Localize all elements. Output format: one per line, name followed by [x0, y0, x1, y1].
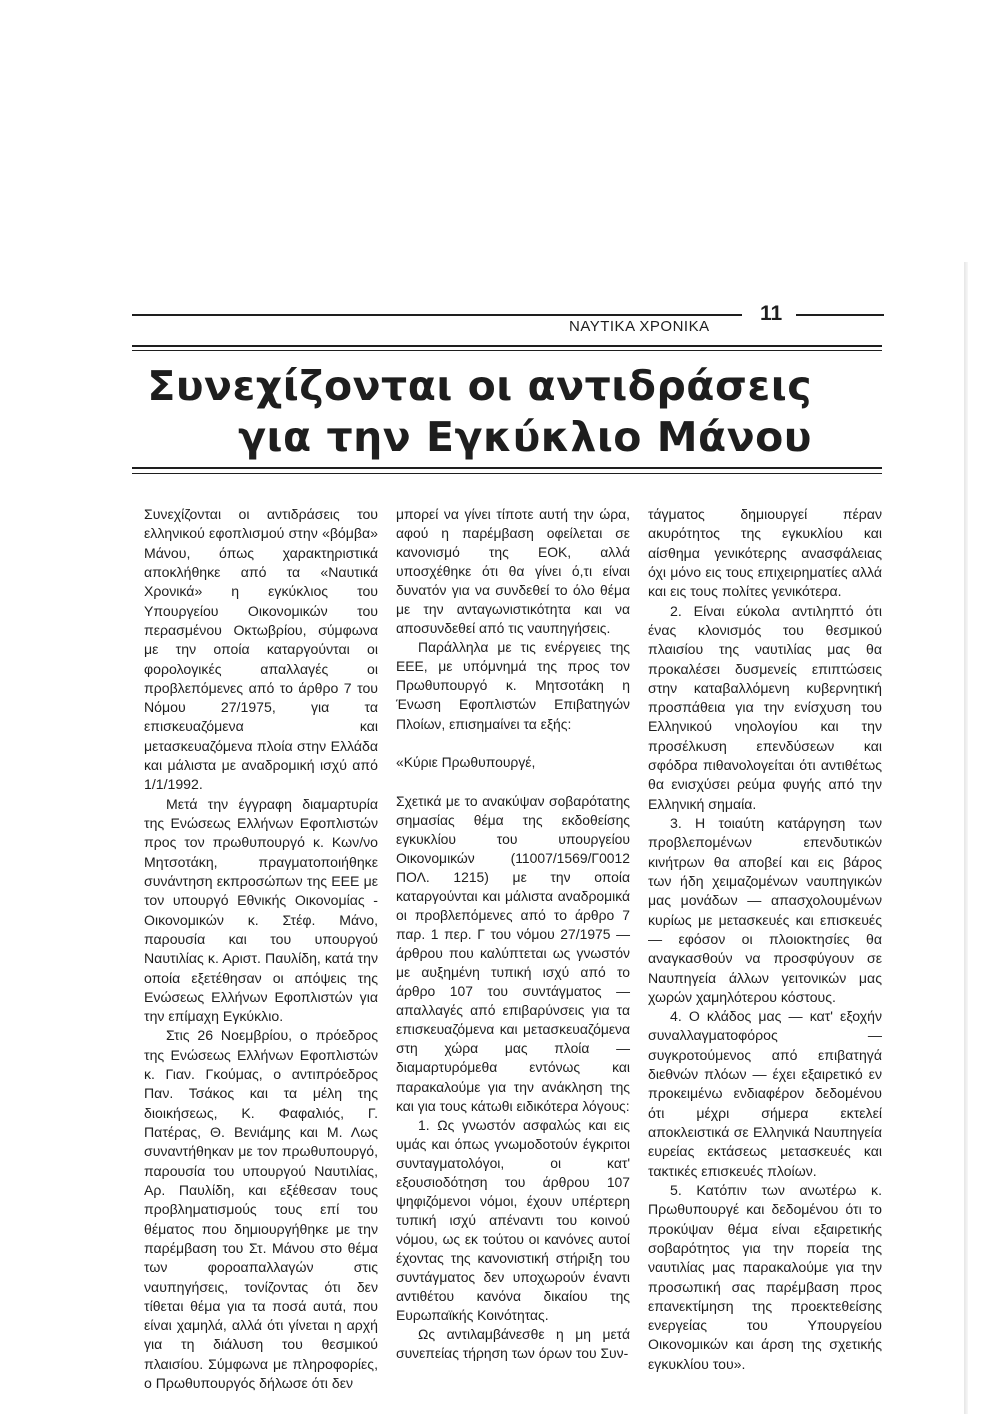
header-rule-left [132, 314, 742, 316]
paragraph: 4. Ο κλάδος μας — κατ' εξοχήν συναλλαγματοφόρος — συγκροτούμενος από επιβατηγά διεθνών πλόων — έχει εξαιρετικό εν προκειμένω ενδιαφέρον δεδομένου ότι μέχρι σήμερα εκτελεί αποκλειστικά σε Ελληνικά Ναυπηγεία ευρείας εκτάσεως μετασκευές και τακτικές επισκευές πλοίων. [648, 1008, 882, 1179]
paragraph: 5. Κατόπιν των ανωτέρω κ. Πρωθυπουργέ και δεδομένου ότι το προκύψαν θέμα είναι εξαιρετικής σοβαρότητος για την πορεία της ναυτιλίας μας παρακαλούμε για την προσωπική σας παρέμβαση προς επανεκτίμηση της προεκτεθείσης ενεργείας του Υπουργείου Οικονομικών και άρση της σχετικής εγκυκλίου του». [648, 1181, 882, 1372]
paragraph: 1. Ως γνωστόν ασφαλώς και εις υμάς και όπως γνωμοδοτούν έγκριτοι συνταγματολόγοι, οι κατ' εξουσιοδότηση του άρθρου 107 ψηφιζόμενοι νόμοι, έχουν υπέρτερη τυπική ισχύ απέναντι του κοινού νόμου, ως εκ τούτου οι κανόνες αυτοί έχοντας της κανονιστική στήριξη του συντάγματος δεν υποχωρούν έναντι αντιθέτου κανόνα δικαίου της Ευρωπαϊκής Κοινότητας. [396, 1116, 630, 1324]
paragraph: τάγματος δημιουργεί πέραν ακυρότητος της εγκυκλίου και αίσθημα γενικότερης ανασφάλειας όχι μόνο εις τους επιχειρηματίες αλλά και εις τους πολίτες γενικότερα. [648, 506, 882, 600]
title-top-rule-2 [132, 350, 882, 351]
paragraph: 3. Η τοιαύτη κατάργηση των προβλεπομένων επενδυτικών κινήτρων θα αποβεί και εις βάρος των ήδη χειμαζομένων ναυπηγικών μας μονάδων — απασχολουμένων κυρίως με μετασκευές και επισκευές — εφόσον οι πλοιοκτησίες θα αναγκασθούν να προσφύγουν σε Ναυπηγεία άλλων γειτονικών μας χωρών χαμηλότερου κόστους. [648, 815, 882, 1005]
paragraph: μπορεί να γίνει τίποτε αυτή την ώρα, αφού η παρέμβαση οφείλεται σε κανονισμό της ΕΟΚ, αλλά υποσχέθηκε ότι θα γίνει ό,τι είναι δυνατόν για να συνδεθεί το όλο θέμα με την ανταγωνιστικότητα και να αποσυνδεθεί από τις ναυπηγήσεις. [396, 506, 630, 637]
paragraph: Ως αντιλαμβάνεσθε η μη μετά συνεπείας τήρηση των όρων του Συν- [396, 1326, 630, 1362]
paragraph: Μετά την έγγραφη διαμαρτυρία της Ενώσεως Ελλήνων Εφοπλιστών προς τον πρωθυπουργό κ. Κων/νο Μητσοτάκη, πραγματοποιήθηκε συνάντηση εκπροσώπων της ΕΕΕ με τον υπουργό Εθνικής Οικονομίας - Οικονομικών κ. Στέφ. Μάνο, παρουσία και του υπουργού Ναυτιλίας κ. Αριστ. Παυλίδη, κατά την οποία εξετέθησαν οι απόψεις της Ενώσεως Ελλήνων Εφοπλιστών για την επίμαχη Εγκύκλιο. [144, 795, 378, 1025]
article-column-2 [396, 505, 630, 1363]
article-title-line1: Συνεχίζονται οι αντιδράσεις [147, 362, 812, 410]
title-bottom-rule-2 [132, 473, 882, 474]
paragraph: Σχετικά με το ανακύψαν σοβαρότατης σημασίας θέμα της εκδοθείσης εγκυκλίου του υπουργείου Οικονομικών (11007/1569/Γ0012 ΠΟΛ. 1215) με την οποία καταργούνται και μάλιστα αναδρομικά οι προβλεπόμενες από το άρθρο 7 παρ. 1 περ. Γ του νόμου 27/1975 — άρθρου που καλύπτεται ως γνωστόν με αυξημένη τυπική ισχύ από το άρθρο 107 του συντάγματος — απαλλαγές από επιβαρύνσεις για τα επισκευαζόμενα και μετασκευαζόμενα στη χώρα μας πλοία — διαμαρτυρόμεθα εντόνως και παρακαλούμε για την ανάκληση της και για τους κάτωθι ειδικότερα λόγους: [396, 792, 630, 1114]
paragraph: 2. Είναι εύκολα αντιληπτό ότι ένας κλονισμός του θεσμικού πλαισίου της ναυτιλίας μας θα προκαλέσει δυσμενείς επιπτώσεις στην καταβαλλόμενη κυβερνητική προσπάθεια για την ενίσχυση του Ελληνικού νηολογίου και την προσέλκυση επενδύσεων και σφόδρα πιθανολογείται ότι αντιθέτως θα ενισχύσει ρεύμα φυγής από την Ελληνική σημαία. [648, 602, 882, 812]
page-edge [964, 262, 968, 1414]
page-number: 11 [760, 302, 783, 325]
publication-name: ΝΑΥΤΙΚΑ ΧΡΟΝΙΚΑ [569, 318, 710, 335]
paragraph: Παράλληλα με τις ενέργειες της ΕΕΕ, με υπόμνημά της προς τον Πρωθυπουργό κ. Μητσοτάκη η Ένωση Εφοπλιστών Επιβατηγών Πλοίων, επισημαίνει τα εξής: [396, 639, 630, 732]
title-top-rule [132, 345, 882, 347]
paragraph: Συνεχίζονται οι αντιδράσεις του ελληνικού εφοπλισμού στην «βόμβα» Μάνου, όπως χαρακτηριστικά αποκλήθηκε από τα «Ναυτικά Χρονικά» η εγκύκλιος του Υπουργείου Οικονομικών του περασμένου Οκτωβρίου, σύμφωνα με την οποία καταργούνται οι φορολογικές απαλλαγές οι προβλεπόμενες από το άρθρο 7 του Νόμου 27/1975, για τα επισκευαζόμενα και μετασκευαζόμενα πλοία στην Ελλάδα και μάλιστα με αναδρομική ισχύ από 1/1/1992. [144, 506, 378, 793]
article-column-3 [648, 505, 882, 1374]
article-column-1 [144, 505, 378, 1393]
header-rule-right [796, 314, 884, 316]
paragraph: Στις 26 Νοεμβρίου, ο πρόεδρος της Ενώσεως Ελλήνων Εφοπλιστών κ. Γιαν. Γκούμας, ο αντιπρόεδρος Παν. Τσάκος και τα μέλη της διοικήσεως, Κ. Φαφαλιός, Γ. Πατέρας, Θ. Βενιάμης και Μ. Λως συναντήθηκαν με τον πρωθυπουργό, παρουσία του υπουργού Ναυτιλίας, Αρ. Παυλίδη, και εξέθεσαν τους προβληματισμούς τους επί του θέματος που δημιουργήθηκε με την παρέμβαση του Στ. Μάνου στο θέμα των φοροαπαλλαγών στις ναυπηγήσεις, τονίζοντας ότι δεν τίθεται θέμα για τα ποσά αυτά, που είναι χαμηλά, αλλά ότι γίνεται η αρχή για τη διάλυση του θεσμικού πλαισίου. Σύμφωνα με πληροφορίες, ο Πρωθυπουργός δήλωσε ότι δεν [144, 1027, 378, 1392]
article-title-line2: για την Εγκύκλιο Μάνου [238, 413, 812, 461]
title-bottom-rule [132, 467, 882, 469]
salutation: «Κύριε Πρωθυπουργέ, [396, 754, 536, 771]
